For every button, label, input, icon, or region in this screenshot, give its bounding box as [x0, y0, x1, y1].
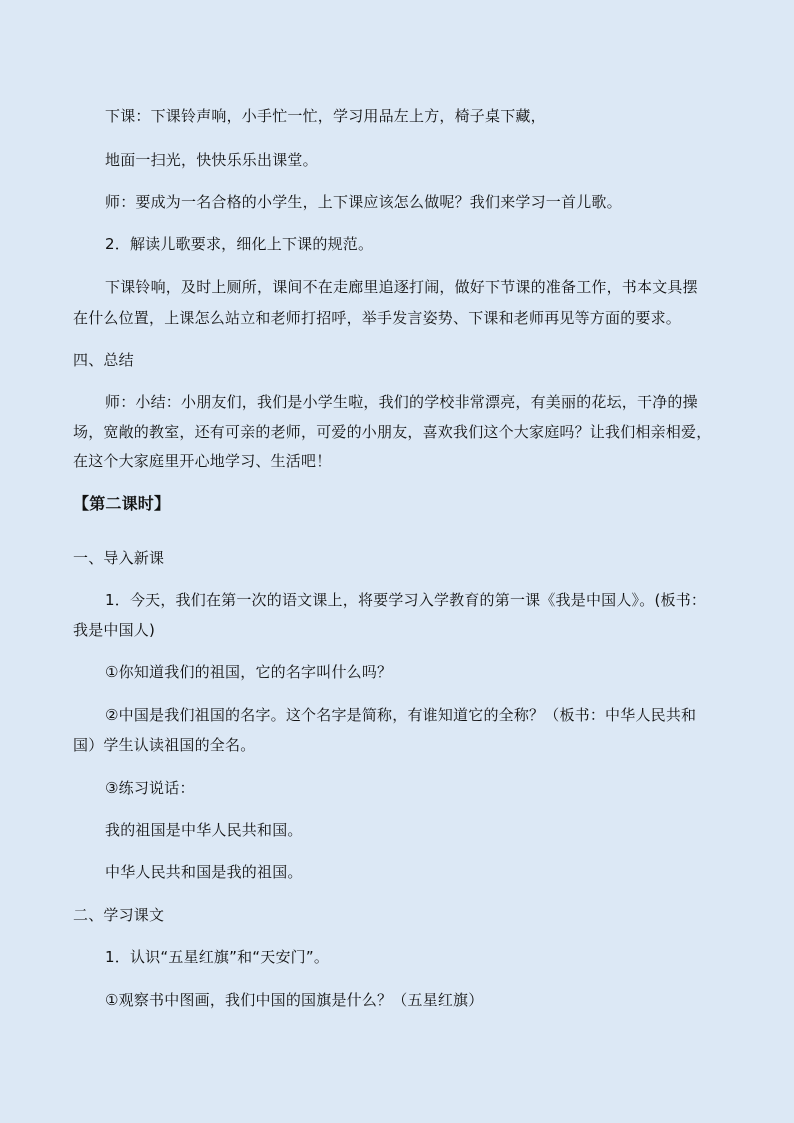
paragraph-dismissal-rhyme-2: 地面一扫光，快快乐乐出课堂。 [105, 151, 318, 169]
paragraph-sentence-1: 我的祖国是中华人民共和国。 [105, 821, 303, 839]
paragraph-teacher-question: 师：要成为一名合格的小学生，上下课应该怎么做呢？我们来学习一首儿歌。 [105, 193, 622, 211]
paragraph-sentence-2: 中华人民共和国是我的祖国。 [105, 863, 303, 881]
paragraph-summary-3: 在这个大家庭里开心地学习、生活吧！ [73, 452, 332, 470]
paragraph-step-2: 2．解读儿歌要求，细化上下课的规范。 [105, 235, 374, 253]
paragraph-question-1: ①你知道我们的祖国，它的名字叫什么吗？ [105, 663, 393, 681]
paragraph-requirements-1: 下课铃响，及时上厕所，课间不在走廊里追逐打闹，做好下节课的准备工作，书本文具摆 [105, 278, 698, 296]
heading-summary: 四、总结 [73, 351, 134, 369]
paragraph-requirements-2: 在什么位置，上课怎么站立和老师打招呼，举手发言姿势、下课和老师再见等方面的要求。 [73, 309, 682, 327]
paragraph-summary-1: 师：小结：小朋友们，我们是小学生啦，我们的学校非常漂亮，有美丽的花坛，干净的操 [105, 393, 698, 411]
heading-learn-text: 二、学习课文 [73, 906, 165, 924]
paragraph-practice: ③练习说话： [105, 779, 195, 797]
paragraph-learn-1: 1．认识“五星红旗”和“天安门”。 [105, 948, 330, 966]
paragraph-intro-2: 我是中国人) [73, 621, 156, 639]
heading-lesson-two: 【第二课时】 [73, 494, 171, 513]
paragraph-learn-2: ①观察书中图画，我们中国的国旗是什么？（五星红旗） [105, 991, 484, 1009]
paragraph-question-2a: ②中国是我们祖国的名字。这个名字是简称，有谁知道它的全称？（板书：中华人民共和 [105, 706, 697, 724]
paragraph-dismissal-rhyme-1: 下课：下课铃声响，小手忙一忙，学习用品左上方，椅子桌下藏， [105, 107, 546, 125]
heading-intro: 一、导入新课 [73, 549, 165, 567]
paragraph-question-2b: 国）学生认读祖国的全名。 [73, 736, 256, 754]
paragraph-summary-2: 场，宽敞的教室，还有可亲的老师，可爱的小朋友，喜欢我们这个大家庭吗？让我们相亲相爱， [73, 423, 712, 441]
paragraph-intro-1: 1．今天，我们在第一次的语文课上，将要学习入学教育的第一课《我是中国人》。(板书： [105, 591, 707, 609]
